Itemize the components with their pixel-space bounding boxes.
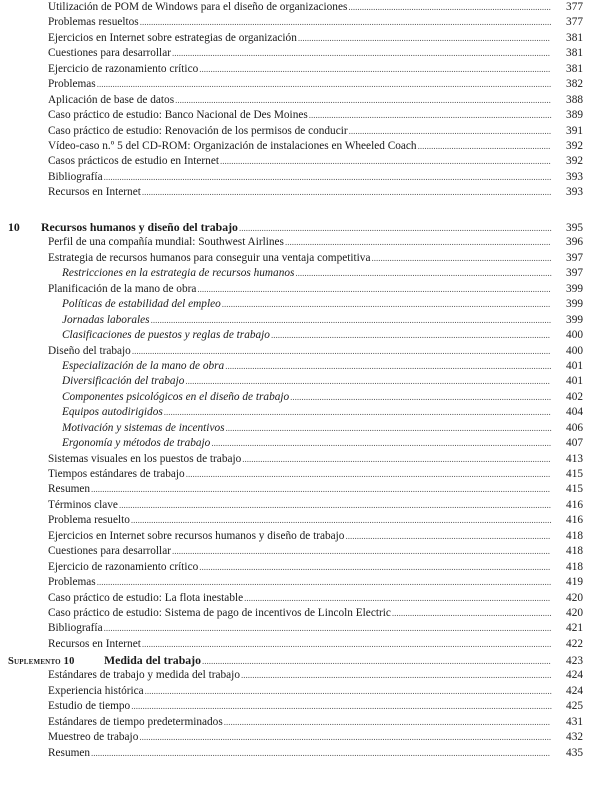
entry-title: Equipos autodirigidos	[62, 406, 163, 419]
entry-title: Caso práctico de estudio: Sistema de pago de incentivos de Lincoln Electric	[48, 606, 391, 619]
page-number: 377	[566, 16, 583, 29]
entry-title: Términos clave	[48, 498, 118, 511]
page-number: 399	[566, 313, 583, 326]
toc-entry	[0, 124, 583, 139]
entry-title: Caso práctico de estudio: La flota inestable	[48, 591, 244, 604]
page-number: 421	[566, 622, 583, 635]
entry-title: Resumen	[48, 483, 91, 496]
dot-leader: .................................................................................................................................................	[225, 422, 552, 433]
toc-entry	[0, 62, 583, 77]
entry-title: Ejercicios en Internet sobre recursos humanos y diseño de trabajo	[48, 529, 345, 542]
toc-entry	[0, 77, 583, 92]
toc-subentry	[0, 374, 583, 389]
page-number: 381	[566, 62, 583, 75]
dot-leader: .................................................................................................................................................	[225, 360, 552, 371]
page-number: 419	[566, 576, 583, 589]
page-number: 388	[566, 93, 583, 106]
entry-title: Especialización de la mano de obra	[62, 359, 225, 372]
dot-leader: ...........................................................................................................................................................................................	[131, 701, 552, 712]
page-number: 416	[566, 514, 583, 527]
entry-title: Bibliografía	[48, 170, 103, 183]
entry-title: Perfil de una compañía mundial: Southwest Airlines	[48, 236, 284, 249]
chapter-number: Suplemento 10	[8, 656, 75, 667]
entry-title: Recursos humanos y diseño del trabajo	[41, 220, 238, 234]
toc-entry	[0, 452, 583, 467]
toc-entry	[0, 699, 583, 714]
toc-subentry	[0, 359, 583, 374]
dot-leader: ......................................................................................................................................................................................	[141, 638, 552, 649]
page-number: 377	[566, 1, 583, 13]
dot-leader: ..................................................................................................................	[295, 268, 552, 279]
toc-entry	[0, 575, 583, 590]
dot-leader: ...........................................................	[417, 140, 551, 151]
toc-subentry	[0, 405, 583, 420]
toc-entry	[0, 108, 583, 123]
page-number: 423	[566, 655, 583, 667]
page-number: 382	[566, 78, 583, 91]
toc-entry	[0, 730, 583, 745]
toc-chapter-heading	[0, 653, 583, 668]
dot-leader: ..........................................................................................	[348, 125, 552, 136]
page-number: 418	[566, 560, 583, 573]
page-number: 420	[566, 591, 583, 604]
dot-leader: ................................................................................................................	[297, 32, 550, 43]
toc-entry	[0, 139, 583, 154]
entry-title: Casos prácticos de estudio en Internet	[48, 155, 219, 168]
toc-entry	[0, 591, 583, 606]
toc-entry	[0, 482, 583, 497]
dot-leader: ..................................................................................................................................................	[221, 299, 551, 310]
dot-leader: ..........................................................................................................................................................................................................	[96, 79, 552, 90]
entry-title: Muestreo de trabajo	[48, 731, 139, 744]
dot-leader: ..........................................................................................................................................................................................	[131, 345, 551, 356]
toc-entry	[0, 15, 583, 30]
dot-leader: ............................................................................................................................................................	[199, 561, 551, 572]
entry-title: Jornadas laborales	[62, 313, 150, 326]
dot-leader: ...........................................................................................................................................................................................	[130, 515, 552, 526]
toc-entry	[0, 560, 583, 575]
page-number: 389	[566, 109, 583, 122]
page-number: 432	[566, 731, 583, 744]
entry-title: Problemas	[48, 78, 96, 91]
page-number: 435	[566, 746, 583, 759]
page-number: 431	[566, 715, 583, 728]
entry-title: Bibliografía	[48, 622, 103, 635]
entry-title: Diversificación del trabajo	[62, 375, 185, 388]
page-number: 422	[566, 637, 583, 650]
toc-entry	[0, 684, 583, 699]
dot-leader: .................................................................................................................................................	[223, 716, 550, 727]
entry-title: Recursos en Internet	[48, 637, 141, 650]
page-number: 392	[566, 155, 583, 168]
entry-title: Estándares de trabajo y medida del trabajo	[48, 669, 240, 682]
dot-leader: .......................................................................................................................................................................................	[139, 732, 552, 743]
entry-title: Tiempos estándares de trabajo	[48, 468, 185, 480]
entry-title: Aplicación de base de datos	[48, 93, 175, 106]
dot-leader: .....................................................................................................................................................................................	[144, 685, 552, 696]
entry-title: Caso práctico de estudio: Renovación de los permisos de conducir	[48, 124, 348, 137]
entry-title: Vídeo-caso n.º 5 del CD-ROM: Organización de instalaciones en Wheeled Coach	[48, 139, 417, 152]
entry-title: Problemas	[48, 576, 96, 589]
entry-title: Ejercicio de razonamiento crítico	[48, 560, 199, 573]
dot-leader: ............................................................................................................................................................................................................	[91, 484, 551, 495]
page-number: 397	[566, 267, 583, 280]
entry-title: Cuestiones para desarrollar	[48, 47, 171, 60]
entry-title: Problema resuelto	[48, 514, 130, 527]
dot-leader: ..........................................................................................................................................	[240, 670, 552, 681]
dot-leader: ................................................................................................................................................................................................	[118, 499, 551, 510]
dot-leader: .......................................................................................................................................................................................................	[103, 171, 552, 182]
dot-leader: ............................................................................................................................................................................	[163, 407, 551, 418]
page-number: 406	[566, 421, 583, 434]
page-number: 381	[566, 47, 583, 60]
page-number: 396	[566, 236, 583, 249]
toc-subentry	[0, 390, 583, 405]
dot-leader: ............................................................................................................................................................	[199, 63, 551, 74]
toc-entry	[0, 251, 583, 266]
toc-entry	[0, 746, 583, 761]
toc-entry	[0, 668, 583, 683]
page-number: 393	[566, 186, 583, 199]
dot-leader: ....................................................................................................................	[290, 391, 552, 402]
page-number: 415	[566, 483, 583, 496]
toc-section-chapter-10	[0, 220, 600, 652]
toc-section-chapter-9-end	[0, 0, 600, 201]
toc-entry	[0, 93, 583, 108]
page-number: 397	[566, 251, 583, 264]
toc-entry	[0, 621, 583, 636]
toc-entry	[0, 637, 583, 652]
dot-leader: ........................................................................................................................................	[244, 592, 551, 603]
entry-title: Diseño del trabajo	[48, 344, 131, 357]
toc-entry	[0, 544, 583, 559]
toc-chapter-heading	[0, 220, 583, 235]
toc-subentry	[0, 313, 583, 328]
dot-leader: ..................................................................................................................................................................................	[150, 314, 552, 325]
toc-entry	[0, 0, 583, 15]
page-number: 399	[566, 298, 583, 311]
entry-title: Utilización de POM de Windows para el diseño de organizaciones	[48, 1, 348, 13]
entry-title: Ejercicio de razonamiento crítico	[48, 62, 199, 75]
toc-entry	[0, 170, 583, 185]
entry-title: Recursos en Internet	[48, 186, 141, 199]
page-number: 400	[566, 329, 583, 342]
entry-title: Estrategia de recursos humanos para conseguir una ventaja competitiva	[48, 251, 371, 264]
page-number: 420	[566, 606, 583, 619]
dot-leader: .......................................................................	[391, 607, 552, 618]
dot-leader: ............................................................................................................................	[270, 330, 550, 341]
dot-leader: ..........................................................................................	[348, 2, 551, 12]
dot-leader: ..........................................................................................................................................................................................................	[96, 577, 552, 588]
dot-leader: ...........................................................................................................................................................	[202, 656, 551, 666]
toc-subentry	[0, 297, 583, 312]
page-number: 418	[566, 545, 583, 558]
toc-entry	[0, 235, 583, 250]
toc-entry	[0, 467, 583, 482]
dot-leader: ......................................................................................................................................................................................	[141, 187, 552, 198]
chapter-number: 10	[8, 220, 20, 234]
page-number: 393	[566, 170, 583, 183]
entry-title: Estudio de tiempo	[48, 700, 131, 713]
dot-leader: .........................................................................................................................................	[242, 453, 551, 464]
dot-leader: ......................................................................................................................	[284, 237, 551, 248]
toc-entry	[0, 46, 583, 61]
dot-leader: .............................................................................................................................................................	[197, 283, 551, 294]
dot-leader: ............................................................................................................	[308, 110, 552, 121]
dot-leader: .......................................................................................................................................................................................................	[103, 623, 552, 634]
dot-leader: ........................................................................................................................................................................	[171, 546, 550, 557]
toc-entry	[0, 606, 583, 621]
entry-title: Restricciones en la estrategia de recursos humanos	[62, 267, 295, 280]
toc-subentry	[0, 436, 583, 451]
toc-entry	[0, 282, 583, 297]
page-number: 407	[566, 437, 583, 450]
dot-leader: ..................................................................................................................................................................	[185, 376, 550, 387]
entry-title: Motivación y sistemas de incentivos	[62, 421, 225, 434]
entry-title: Resumen	[48, 746, 91, 759]
page-number: 400	[566, 344, 583, 357]
dot-leader: ...................................................................................................................................................	[219, 156, 551, 167]
entry-title: Problemas resueltos	[48, 16, 139, 29]
page-number: 404	[566, 406, 583, 419]
page-number: 413	[566, 452, 583, 465]
toc-section-supplement-10	[0, 653, 600, 761]
page-number: 424	[566, 669, 583, 682]
page-number: 401	[566, 359, 583, 372]
dot-leader: .......................................................................................................................................................................	[175, 94, 551, 105]
toc-subentry	[0, 421, 583, 436]
toc-entry	[0, 185, 583, 200]
page-number: 391	[566, 124, 583, 137]
dot-leader: ............................................................................................................................................................................................................	[91, 747, 551, 758]
page-number: 425	[566, 700, 583, 713]
page-number: 395	[566, 222, 583, 234]
entry-title: Componentes psicológicos en el diseño de trabajo	[62, 390, 290, 403]
dot-leader: .......................................................................................................................................................	[211, 438, 552, 449]
toc-entry	[0, 154, 583, 169]
entry-title: Medida del trabajo	[104, 653, 201, 667]
page-number: 392	[566, 139, 583, 152]
toc-entry	[0, 31, 583, 46]
entry-title: Políticas de estabilidad del empleo	[62, 298, 221, 311]
dot-leader: ...........................................................................................	[345, 530, 551, 541]
entry-title: Experiencia histórica	[48, 684, 144, 697]
toc-entry	[0, 529, 583, 544]
toc-entry	[0, 344, 583, 359]
entry-title: Clasificaciones de puestos y reglas de trabajo	[62, 329, 270, 342]
entry-title: Sistemas visuales en los puestos de trabajo	[48, 452, 242, 465]
dot-leader: ...........................................................................................................................................	[238, 223, 552, 233]
page-number: 424	[566, 684, 583, 697]
toc-subentry	[0, 328, 583, 343]
page-number: 401	[566, 375, 583, 388]
toc-subentry	[0, 266, 583, 281]
dot-leader: .......................................................................................................................................................................................	[139, 17, 552, 28]
page-number: 381	[566, 31, 583, 44]
entry-title: Ergonomía y métodos de trabajo	[62, 437, 211, 450]
entry-title: Cuestiones para desarrollar	[48, 545, 171, 558]
toc-entry	[0, 513, 583, 528]
page-number: 418	[566, 529, 583, 542]
dot-leader: ..................................................................................................................................................................	[185, 469, 551, 479]
entry-title: Planificación de la mano de obra	[48, 282, 197, 295]
entry-title: Caso práctico de estudio: Banco Nacional de Des Moines	[48, 109, 308, 122]
page-number: 416	[566, 498, 583, 511]
page-number: 415	[566, 468, 583, 480]
entry-title: Ejercicios en Internet sobre estrategias de organización	[48, 31, 297, 44]
toc-entry	[0, 715, 583, 730]
dot-leader: ........................................................................................................................................................................	[171, 48, 550, 59]
dot-leader: ................................................................................	[371, 252, 552, 263]
toc-entry	[0, 498, 583, 513]
page-number: 399	[566, 282, 583, 295]
entry-title: Estándares de tiempo predeterminados	[48, 715, 223, 728]
page-number: 402	[566, 390, 583, 403]
